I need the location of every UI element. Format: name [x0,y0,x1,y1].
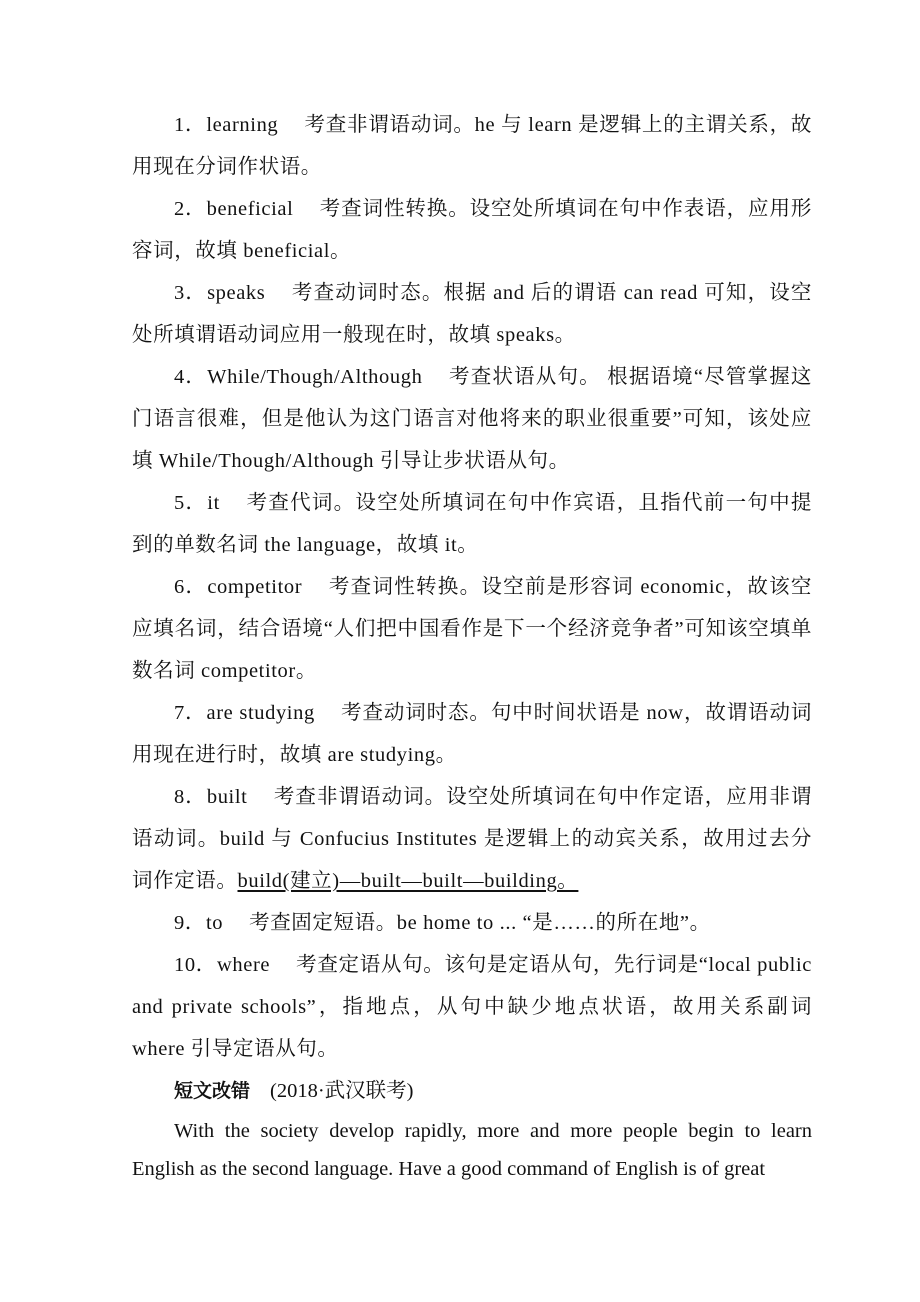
answer-word: learning [206,114,279,136]
answer-word: it [207,492,220,514]
section-heading [132,1070,812,1112]
answer-explanation: 考查代词。设空处所填词在句中作宾语，且指代前一句中提到的单数名词 the language，故填 it。 [132,492,812,556]
answer-number: 9． [174,912,206,934]
answer-number: 8． [174,786,207,808]
section-source: (2018·武汉联考) [270,1080,414,1102]
answer-number: 6． [174,576,208,598]
answer-number: 7． [174,702,207,724]
answer-item-6 [132,566,812,692]
answer-explanation: 考查词性转换。设空前是形容词 economic，故该空应填名词，结合语境“人们把中国看作是下一个经济竞争者”可知该空填单数名词 competitor。 [132,576,813,682]
answer-word: While/Though/Although [207,366,423,388]
answer-explanation: 考查非谓语动词。设空处所填词在句中作定语，应用非谓语动词。build 与 Confucius Institutes 是逻辑上的动宾关系，故用过去分词作定语。 [132,786,813,892]
document-page [132,104,812,1188]
answer-item-9 [132,902,812,944]
answer-explanation: 考查状语从句。 根据语境“尽管掌握这门语言很难，但是他认为这门语言对他将来的职业很重要”可知，该处应填 While/Though/Although 引导让步状语从句。 [132,366,812,472]
answer-explanation: 考查动词时态。句中时间状语是 now，故谓语动词用现在进行时，故填 are studying。 [132,702,813,766]
answer-word: where [216,954,271,976]
answer-word: are studying [206,702,315,724]
answer-item-7 [132,692,812,776]
answer-word: competitor [207,576,303,598]
answer-item-8 [132,776,812,902]
answer-explanation: 考查词性转换。设空处所填词在句中作表语，应用形容词，故填 beneficial。 [132,198,812,262]
answer-number: 2． [174,198,207,220]
answer-number: 10． [174,954,217,976]
answer-word: speaks [207,282,266,304]
answer-explanation: 考查定语从句。该句是定语从句，先行词是“local public and private schools”，指地点，从句中缺少地点状语，故用关系副词 where 引导定语从句。 [132,954,812,1060]
answer-number: 4． [174,366,208,388]
answer-explanation: 考查非谓语动词。he 与 learn 是逻辑上的主谓关系，故用现在分词作状语。 [132,114,812,178]
answer-item-5 [132,482,812,566]
answer-item-3 [132,272,812,356]
answer-number: 5． [174,492,208,514]
answer-word: beneficial [206,198,294,220]
answer-item-2 [132,188,812,272]
error-correction-passage: With the society develop rapidly, more and more people begin to learn English as the second language. Have a good command of English is of great [132,1120,812,1180]
answer-item-1 [132,104,812,188]
answer-word: built [206,786,248,808]
answer-item-10 [132,944,812,1070]
answer-explanation: 考查动词时态。根据 and 后的谓语 can read 可知，设空处所填谓语动词应用一般现在时，故填 speaks。 [132,282,812,346]
answer-number: 3． [174,282,208,304]
underlined-note: build(建立)—built—built—building。 [237,870,579,892]
answer-item-4 [132,356,812,482]
answer-number: 1． [174,114,207,136]
answer-word: to [205,912,224,934]
section-title: 短文改错 [174,1080,251,1102]
answer-explanation: 考查固定短语。be home to ... “是……的所在地”。 [249,912,711,934]
